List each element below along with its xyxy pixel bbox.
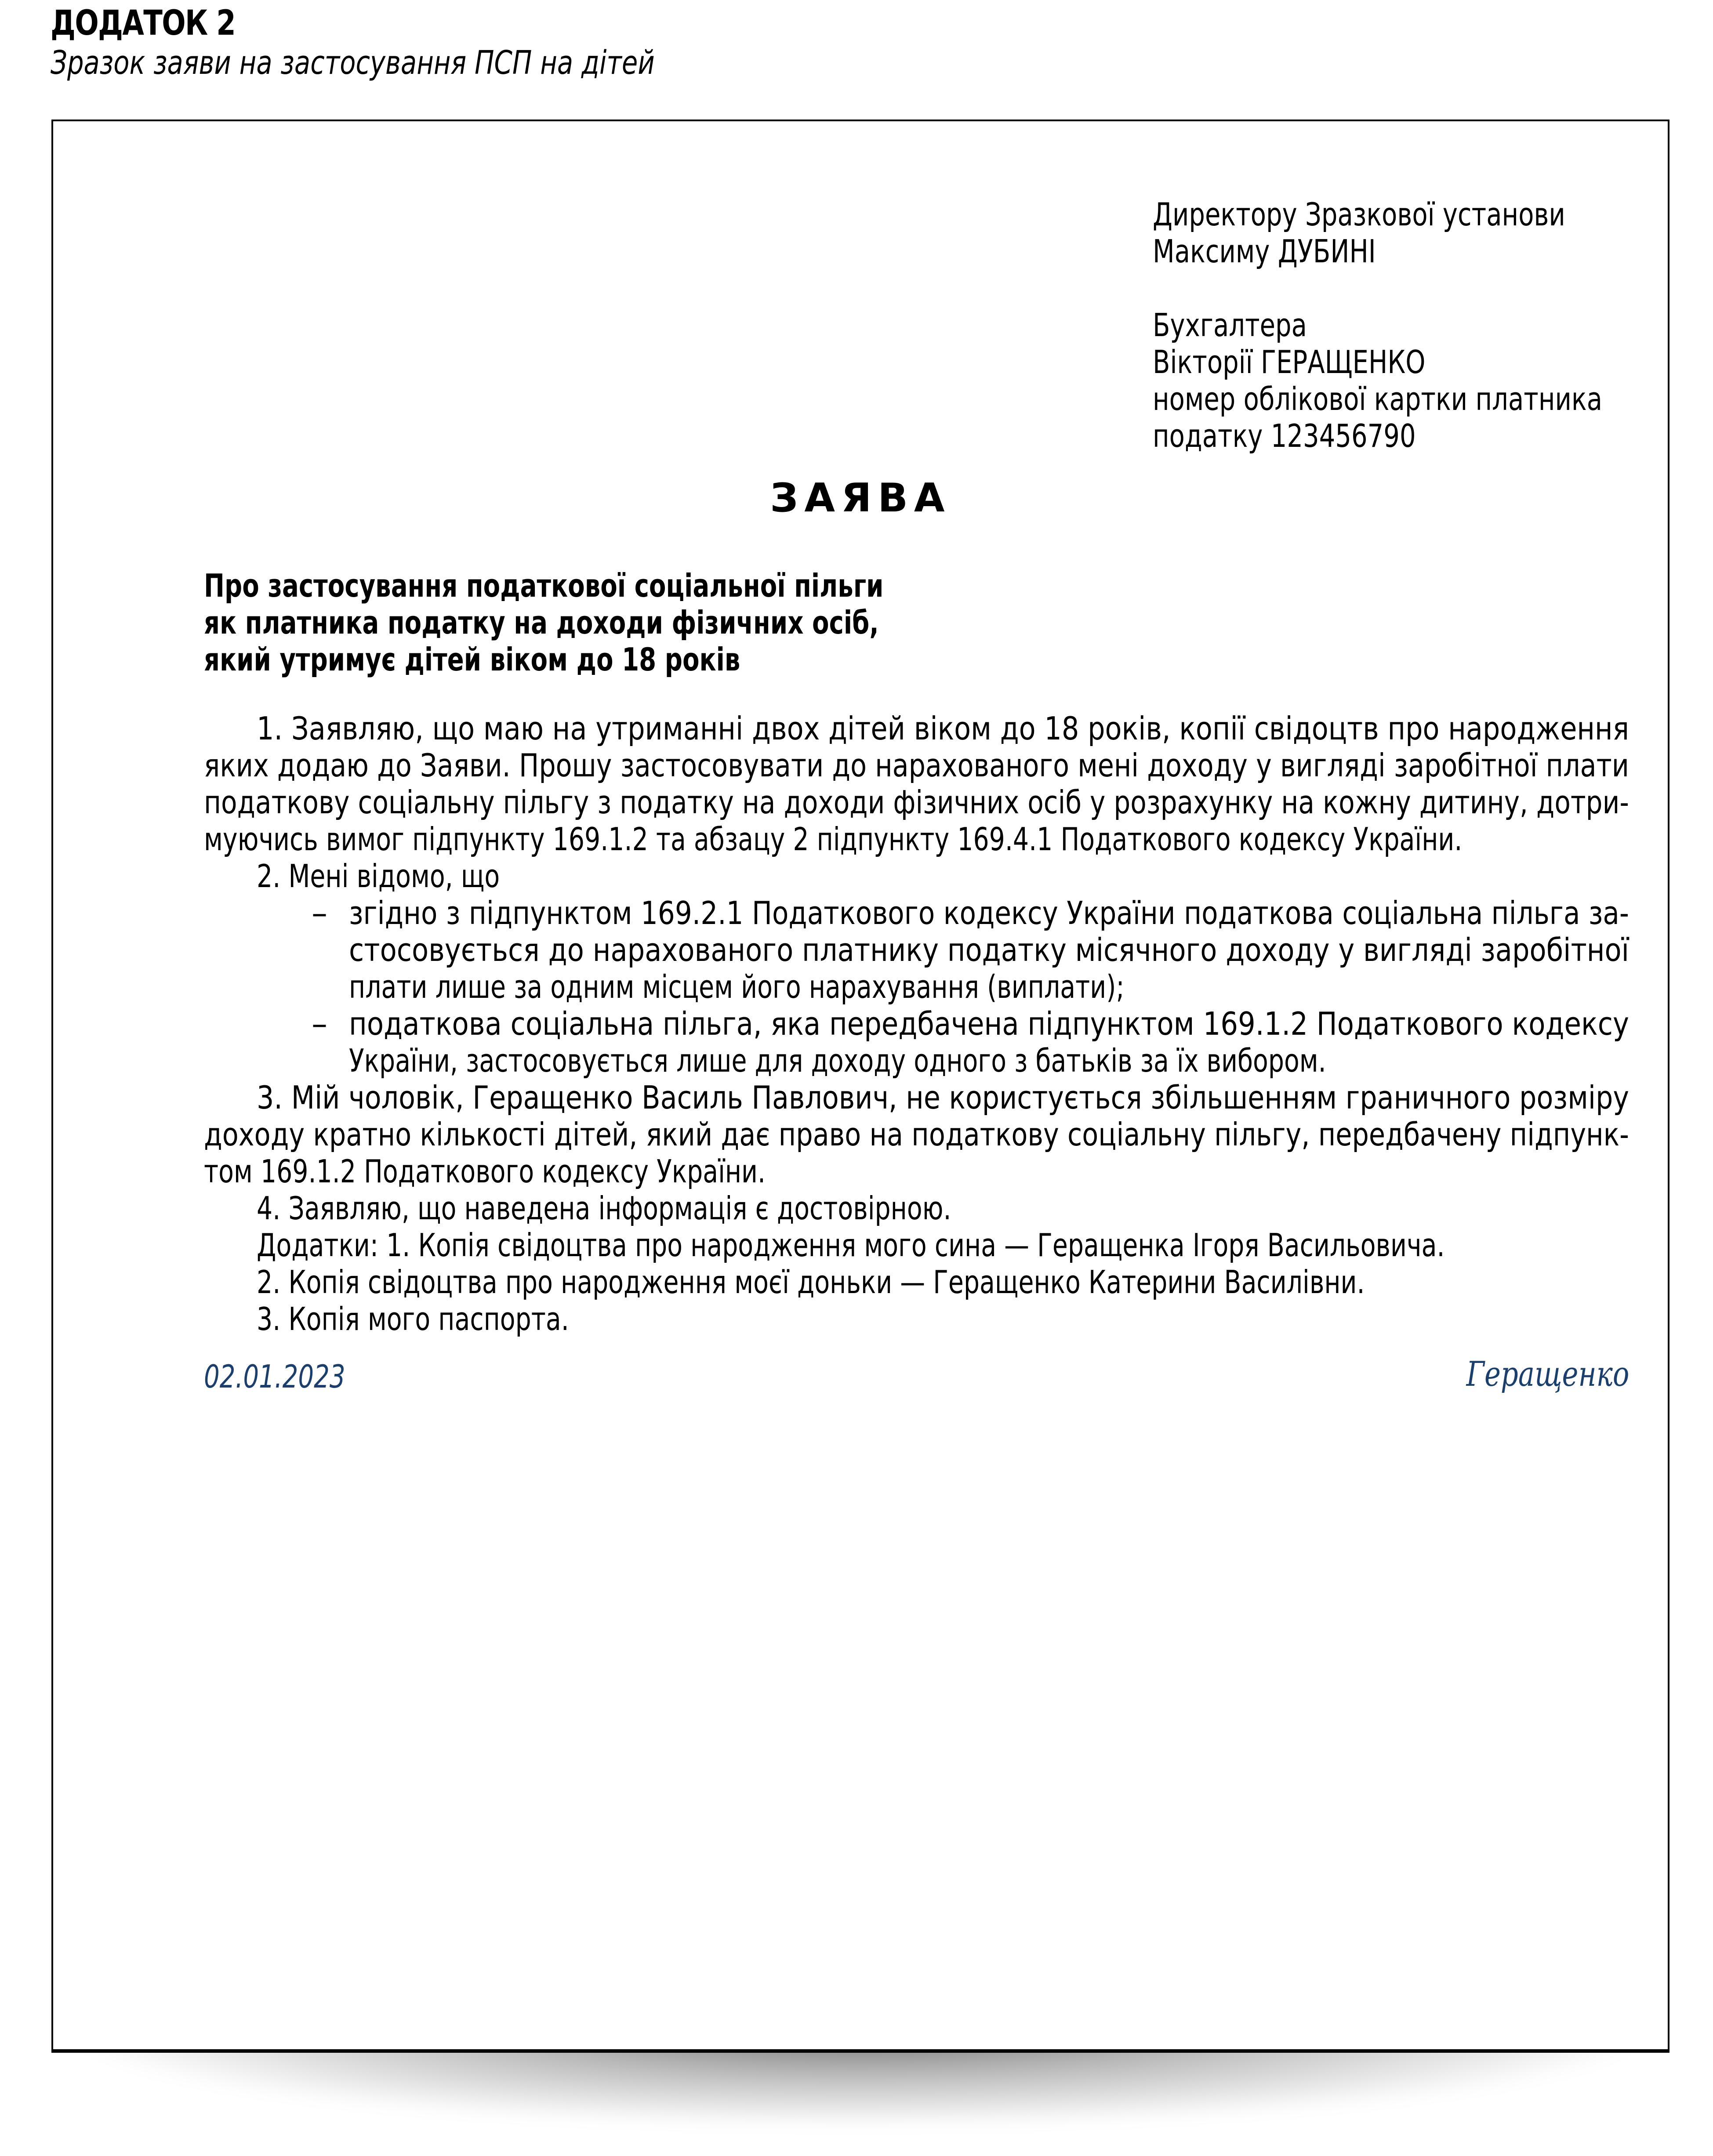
body-line-text: стосовується до нарахованого платнику податку місячного доходу у вигляді заробітної: [349, 931, 1629, 968]
addressee-block: [1153, 196, 1713, 454]
body-line: [204, 858, 1629, 895]
body-line: [204, 747, 1629, 784]
body-line: [204, 710, 1629, 747]
body-line-text: плати лише за одним місцем його нарахування (виплати);: [349, 968, 1125, 1005]
body-line-text: України, застосовується лише для доходу одного з батьків за їх вибором.: [349, 1042, 1326, 1079]
application-form: [51, 120, 1669, 2053]
subject-line: як платника податку на доходи фізичних осіб,: [204, 604, 879, 641]
body-line: [204, 1116, 1629, 1153]
body-line-text: том 169.1.2 Податкового кодексу України.: [204, 1153, 766, 1190]
subject-line: Про застосування податкової соціальної пільги: [204, 567, 884, 604]
body-line-text: яких додаю до Заяви. Прошу застосовувати до нарахованого мені доходу у вигляді заробітної плати: [204, 747, 1629, 784]
sender-line: Бухгалтера: [1153, 307, 1307, 344]
body-line: [204, 968, 1629, 1005]
body-line-text: податкова соціальна пільга, яка передбачена підпунктом 169.1.2 Податкового кодексу: [349, 1005, 1629, 1042]
body-line-text: 3. Мій чоловік, Геращенко Василь Павлович, не користується збільшенням граничного розміру: [257, 1079, 1629, 1116]
body-line: [204, 1301, 1629, 1337]
body-line-text: Додатки: 1. Копія свідоцтва про народження мого сина — Геращенка Ігоря Васильовича.: [257, 1227, 1445, 1264]
addressee-line: Директору Зразкової установи: [1153, 196, 1565, 233]
body-line: [204, 1190, 1629, 1227]
dash-bullet: –: [312, 895, 327, 931]
dash-bullet: –: [312, 1005, 327, 1042]
body-line: [204, 821, 1629, 858]
body-line: [204, 1153, 1629, 1190]
body-line-text: податкову соціальну пільгу з податку на доходи фізичних осіб у розрахунку на кожну дитину, дотри-: [204, 784, 1629, 821]
application-date: 02.01.2023: [204, 1358, 345, 1395]
body-line-text: муючись вимог підпункту 169.1.2 та абзацу 2 підпункту 169.4.1 Податкового кодексу України.: [204, 821, 1463, 858]
subject-heading: [204, 567, 1075, 678]
body-line-text: доходу кратно кількості дітей, який дає право на податкову соціальну пільгу, передбачену підпунк-: [204, 1116, 1629, 1153]
body-line: [204, 1227, 1629, 1264]
body-line-text: згідно з підпунктом 169.2.1 Податкового кодексу України податкова соціальна пільга за-: [349, 895, 1629, 931]
body-line-text: 2. Мені відомо, що: [257, 858, 500, 895]
body-line: [204, 1079, 1629, 1116]
sender-line: Вікторії ГЕРАЩЕНКО: [1153, 344, 1426, 380]
subject-line: який утримує дітей віком до 18 років: [204, 641, 740, 678]
body-line: [204, 1264, 1629, 1301]
body-line: [204, 1042, 1629, 1079]
document-title: ЗАЯВА: [770, 475, 951, 521]
body-line: [204, 1005, 1629, 1042]
body-line: [204, 895, 1629, 931]
sender-line: номер облікової картки платника: [1153, 380, 1603, 417]
applicant-signature: Геращенко: [1466, 1355, 1629, 1394]
body-line-text: 1. Заявляю, що маю на утриманні двох дітей віком до 18 років, копії свідоцтв про народження: [257, 710, 1629, 747]
body-line: [204, 931, 1629, 968]
application-body: [204, 710, 1629, 1337]
body-line-text: 2. Копія свідоцтва про народження моєї доньки — Геращенко Катерини Василівни.: [257, 1264, 1365, 1301]
body-line: [204, 784, 1629, 821]
addressee-line: Максиму ДУБИНІ: [1153, 233, 1376, 270]
signature-row: [204, 1355, 1629, 1402]
body-line-text: 4. Заявляю, що наведена інформація є достовірною.: [257, 1190, 951, 1227]
sender-line: податку 123456790: [1153, 417, 1416, 454]
appendix-title: ДОДАТОК 2: [51, 4, 236, 43]
appendix-subtitle: Зразок заяви на застосування ПСП на дітей: [51, 44, 655, 82]
body-line-text: 3. Копія мого паспорта.: [257, 1301, 569, 1337]
